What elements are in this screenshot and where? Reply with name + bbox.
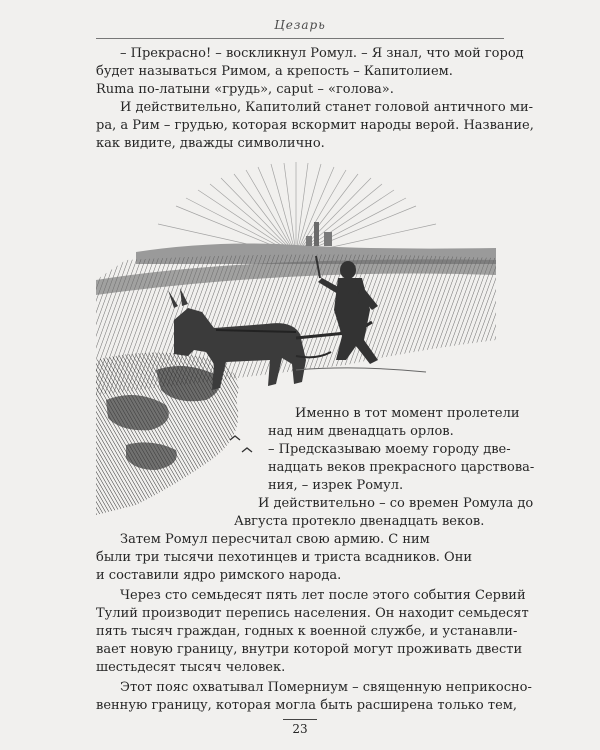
running-header: Цезарь: [274, 18, 326, 32]
text-line: и составили ядро римского народа.: [96, 568, 342, 583]
text-line: надцать веков прекрасного царствова-: [268, 460, 535, 475]
text-line: Этот пояс охватывал Померниум – священную неприкосно-: [120, 680, 532, 695]
text-line: Через сто семьдесят пять лет после этого события Сервий: [120, 588, 526, 603]
birds: [230, 436, 252, 452]
text-line: ра, а Рим – грудью, которая вскормит народы верой. Название,: [96, 118, 534, 133]
text-line: шестьдесят тысяч человек.: [96, 660, 286, 675]
header-rule: [96, 38, 504, 39]
page-number: 23: [292, 722, 308, 736]
text-line: как видите, дважды символично.: [96, 136, 325, 151]
text-line: ния, – изрек Ромул.: [268, 478, 404, 493]
sun-rays: [158, 162, 436, 255]
text-line: над ним двенадцать орлов.: [268, 424, 454, 439]
text-line: были три тысячи пехотинцев и триста всадников. Они: [96, 550, 473, 565]
text-line: – Прекрасно! – воскликнул Ромул. – Я знал, что мой город: [120, 46, 524, 61]
text-line: будет называться Римом, а крепость – Капитолием.: [96, 64, 453, 79]
text-line: И действительно – со времен Ромула до: [258, 496, 534, 511]
text-line: Августа протекло двенадцать веков.: [234, 514, 485, 529]
text-line: Ruma по-латыни «грудь», caput – «голова».: [96, 82, 394, 97]
text-line: вает новую границу, внутри которой могут проживать двести: [96, 642, 523, 657]
distant-tower: [314, 222, 319, 246]
text-line: венную границу, которая могла быть расширена только тем,: [96, 698, 518, 713]
text-line: Затем Ромул пересчитал свою армию. С ним: [120, 532, 430, 547]
text-line: И действительно, Капитолий станет головой античного ми-: [120, 100, 534, 115]
text-line: Тулий производит перепись населения. Он находит семьдесят: [96, 606, 529, 621]
text-line: пять тысяч граждан, годных к военной службе, и устанавли-: [96, 624, 518, 639]
text-line: Именно в тот момент пролетели: [295, 406, 520, 421]
text-line: – Предсказываю моему городу две-: [268, 442, 511, 457]
footer-rule: [283, 719, 317, 720]
